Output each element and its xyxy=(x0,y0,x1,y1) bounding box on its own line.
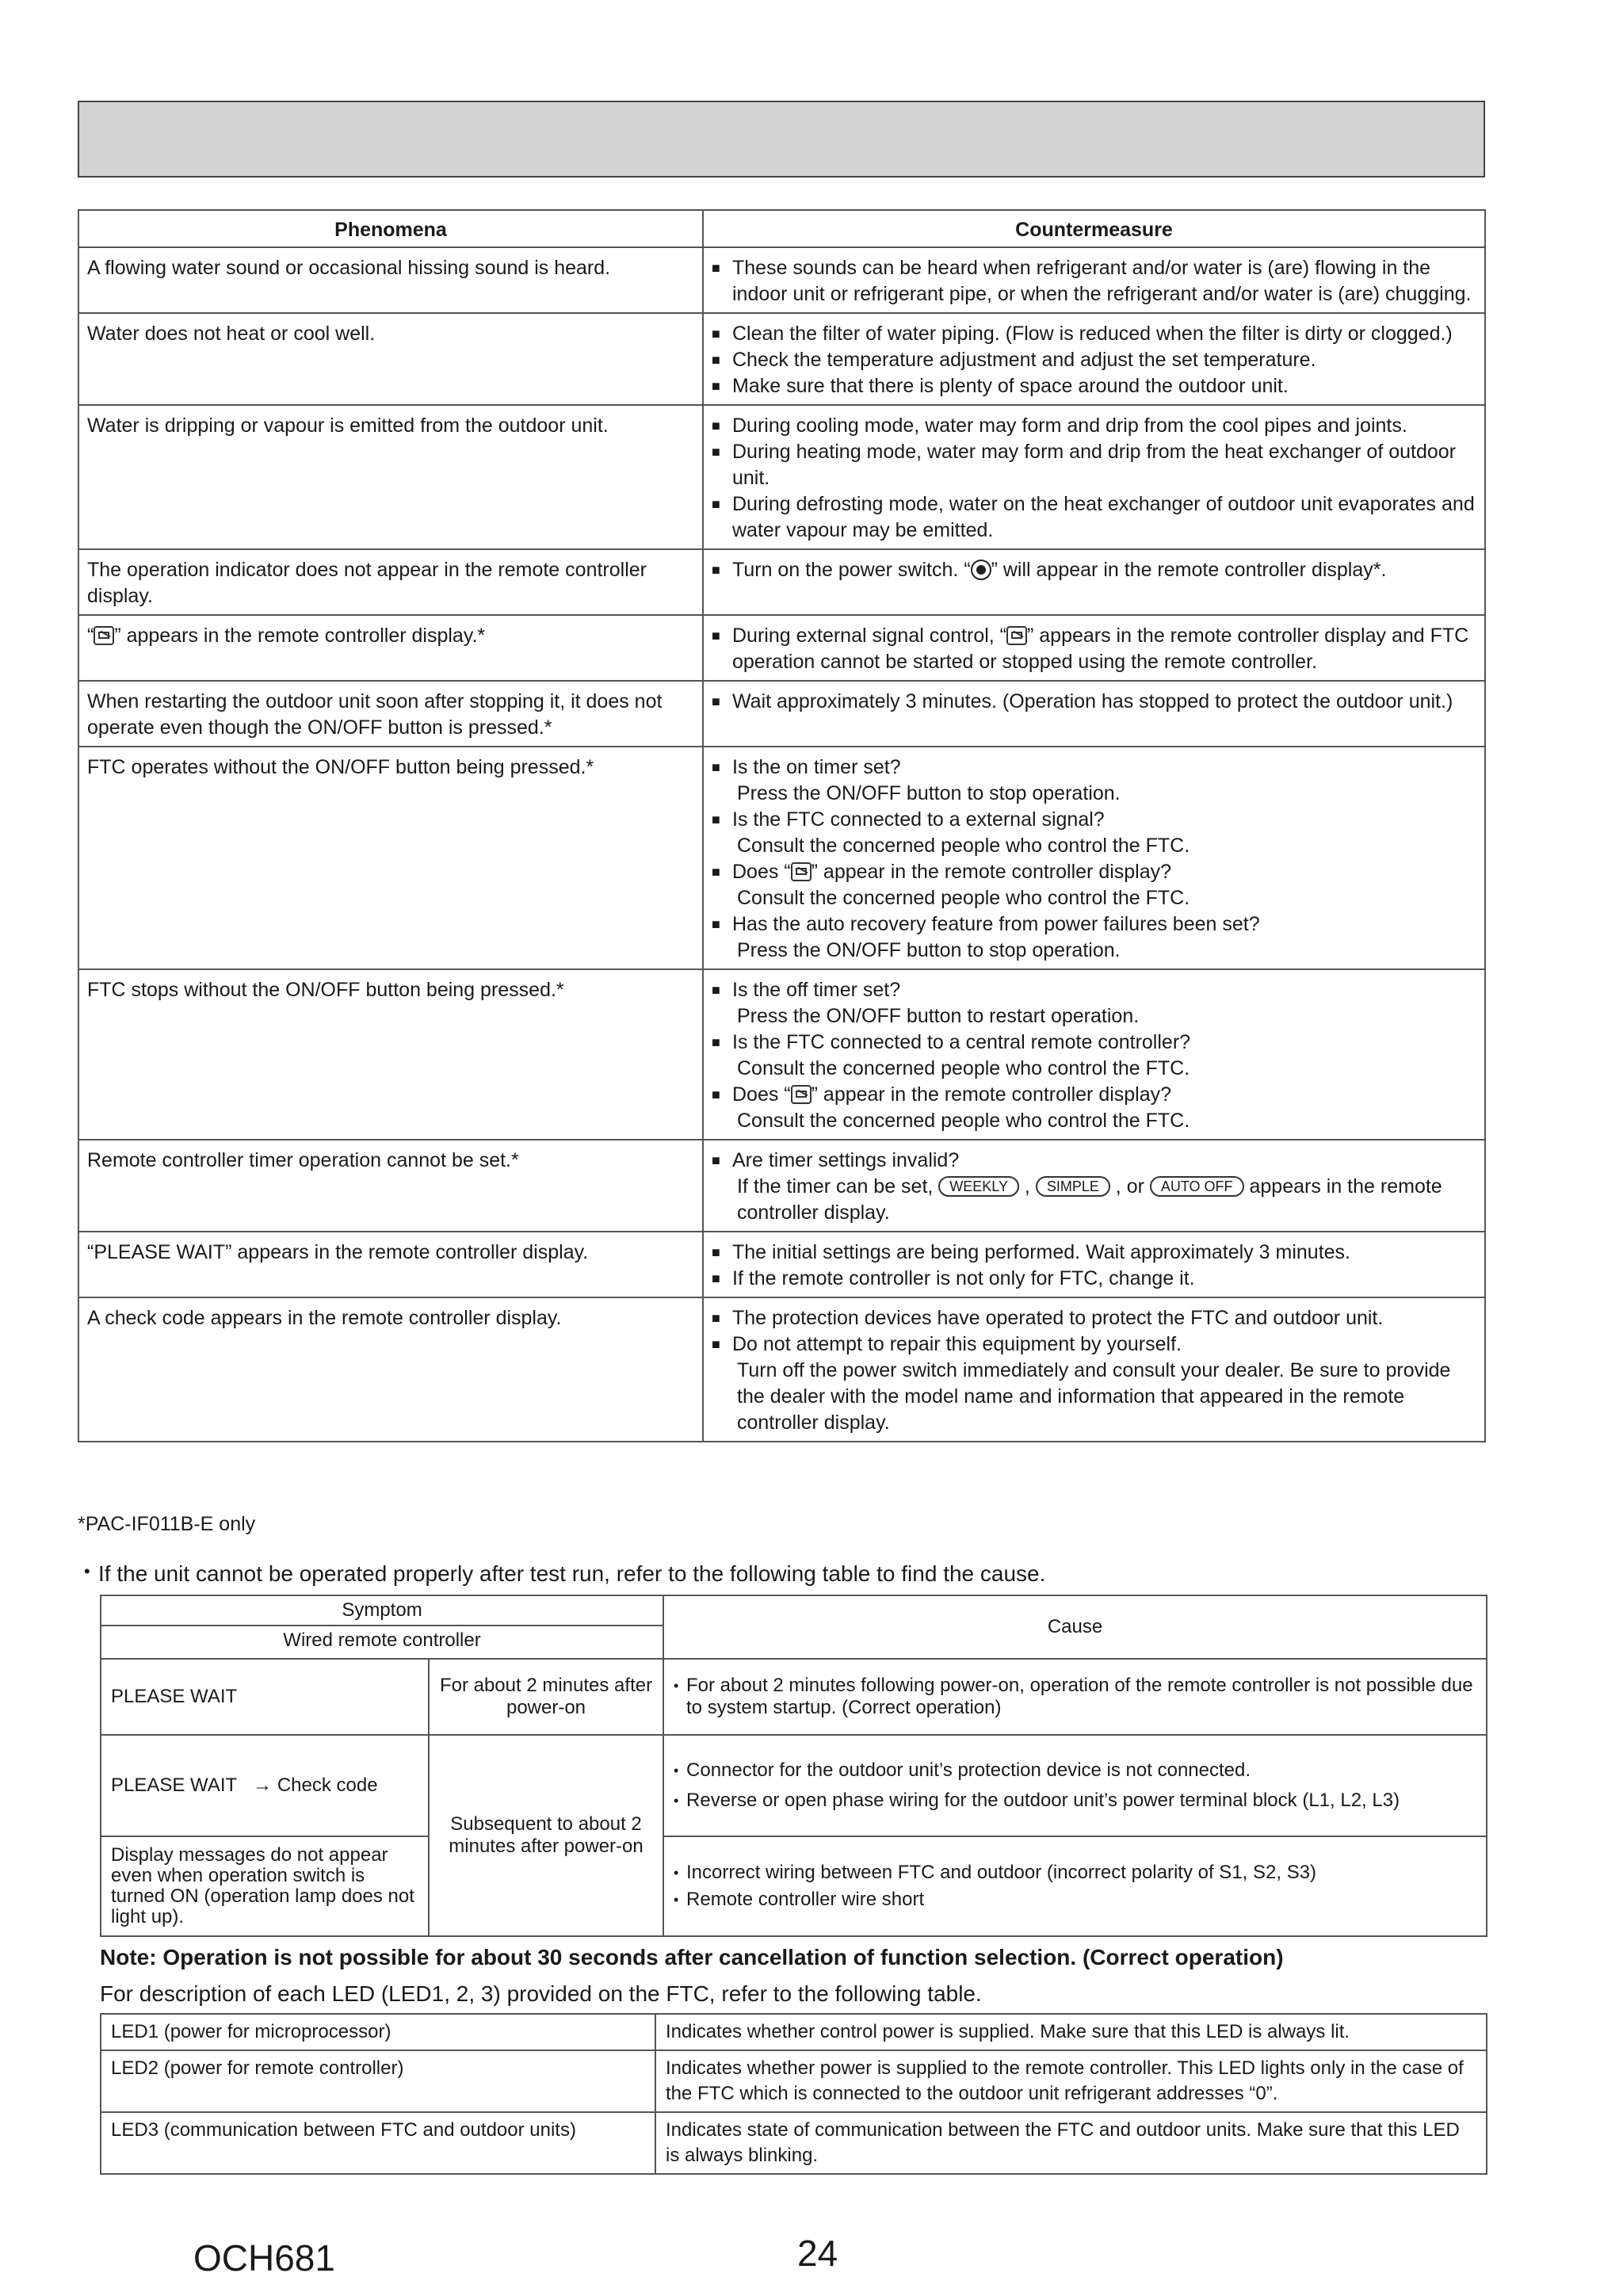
table-row xyxy=(78,681,1485,747)
countermeasure-cell xyxy=(703,681,1485,747)
timing-cell: Subsequent to about 2 minutes after power-on xyxy=(429,1735,663,1936)
countermeasure-item: ■ During heating mode, water may form and drip from the heat exchanger of outdoor unit. xyxy=(712,439,1476,491)
countermeasure-item: ■ Make sure that there is plenty of space around the outdoor unit. xyxy=(712,373,1476,399)
header-phenomena: Phenomena xyxy=(78,210,703,247)
symptom-intro: • If the unit cannot be operated properly after test run, refer to the following table to find the cause. xyxy=(98,1561,1045,1587)
table-row xyxy=(78,747,1485,969)
power-indicator-icon xyxy=(971,560,991,580)
countermeasure-cell xyxy=(703,549,1485,615)
text-segment: Does “ xyxy=(732,1083,791,1106)
led-intro: For description of each LED (LED1, 2, 3) provided on the FTC, refer to the following table. xyxy=(100,1981,982,2006)
text-segment: Check code xyxy=(277,1775,378,1796)
display-cell xyxy=(101,1735,429,1836)
countermeasure-cell xyxy=(703,1297,1485,1442)
text-segment: Does “ xyxy=(732,861,791,883)
countermeasure-item: ■ The protection devices have operated to protect the FTC and outdoor unit. xyxy=(712,1305,1476,1331)
countermeasure-detail: Consult the concerned people who control the FTC. xyxy=(737,1110,1190,1132)
text-segment: “ xyxy=(87,625,94,647)
phenomenon-cell: FTC stops without the ON/OFF button being pressed.* xyxy=(78,969,703,1140)
led-desc-cell: Indicates whether control power is supplied. Make sure that this LED is always lit. xyxy=(655,2014,1487,2050)
led-table xyxy=(100,2013,1487,2175)
table-row xyxy=(78,313,1485,405)
weekly-button-icon: WEEKLY xyxy=(938,1176,1019,1197)
countermeasure-cell xyxy=(703,969,1485,1140)
header-symptom: Symptom xyxy=(101,1595,663,1626)
text-segment: Turn on the power switch. “ xyxy=(732,559,971,581)
header-countermeasure: Countermeasure xyxy=(703,210,1485,247)
footnote: *PAC-IF011B-E only xyxy=(78,1513,256,1535)
cause-item: • Reverse or open phase wiring for the outdoor unit’s power terminal block (L1, L2, L3) xyxy=(674,1790,1476,1812)
phenomenon-cell xyxy=(78,615,703,681)
countermeasure-item: ■ Check the temperature adjustment and adjust the set temperature. xyxy=(712,347,1476,373)
text-segment: If the timer can be set, xyxy=(737,1175,939,1198)
text-segment: appears in the remote controller display. xyxy=(737,1175,1442,1224)
external-control-icon xyxy=(791,862,812,881)
phenomenon-cell: Remote controller timer operation cannot be set.* xyxy=(78,1140,703,1232)
table-row xyxy=(78,1297,1485,1442)
countermeasure-item xyxy=(712,1082,1476,1108)
countermeasure-detail xyxy=(712,1174,1476,1226)
table-row xyxy=(101,2014,1487,2050)
countermeasure-cell xyxy=(703,747,1485,969)
table-row xyxy=(78,1140,1485,1232)
table-row xyxy=(101,2112,1487,2174)
countermeasure-detail: Press the ON/OFF button to stop operation. xyxy=(737,782,1121,804)
countermeasure-item xyxy=(712,557,1476,583)
phenomenon-cell: When restarting the outdoor unit soon after stopping it, it does not operate even though the ON/OFF button is pressed.* xyxy=(78,681,703,747)
display-cell: Display messages do not appear even when operation switch is turned ON (operation lamp does not light up). xyxy=(101,1836,429,1936)
cause-item: • Connector for the outdoor unit’s protection device is not connected. xyxy=(674,1759,1476,1782)
cause-item: • Remote controller wire short xyxy=(674,1889,1476,1911)
countermeasure-item: ■ During defrosting mode, water on the heat exchanger of outdoor unit evaporates and water vapour may be emitted. xyxy=(712,491,1476,544)
countermeasure-cell xyxy=(703,1232,1485,1297)
table-row xyxy=(101,1836,1487,1936)
text-segment: PLEASE WAIT xyxy=(111,1775,238,1796)
countermeasure-item xyxy=(712,859,1476,885)
countermeasure-cell xyxy=(703,615,1485,681)
countermeasure-cell xyxy=(703,313,1485,405)
table-row xyxy=(78,247,1485,313)
table-row xyxy=(78,549,1485,615)
led-desc-cell: Indicates whether power is supplied to the remote controller. This LED lights only in the case of the FTC which is connected to the outdoor unit refrigerant addresses “0”. xyxy=(655,2050,1487,2112)
troubleshooting-table xyxy=(78,209,1486,1442)
countermeasure-item: ■ Wait approximately 3 minutes. (Operation has stopped to protect the outdoor unit.) xyxy=(712,689,1476,715)
countermeasure-item: ■ These sounds can be heard when refrigerant and/or water is (are) flowing in the indoor unit or refrigerant pipe, or when the refrigerant and/or water is (are) chugging. xyxy=(712,255,1476,308)
led-name-cell: LED3 (communication between FTC and outdoor units) xyxy=(101,2112,655,2174)
countermeasure-item: ■ Is the off timer set? xyxy=(712,977,1476,1003)
cause-cell xyxy=(663,1836,1487,1936)
countermeasure-item: ■ Is the FTC connected to a central remote controller? xyxy=(712,1030,1476,1056)
table-row xyxy=(78,405,1485,549)
countermeasure-item: ■ If the remote controller is not only for FTC, change it. xyxy=(712,1266,1476,1292)
countermeasure-item: ■ Are timer settings invalid? xyxy=(712,1148,1476,1174)
document-code: OCH681 xyxy=(193,2237,335,2279)
header-wired-remote: Wired remote controller xyxy=(101,1626,663,1659)
text-segment: ” appear in the remote controller display? xyxy=(811,861,1172,883)
header-cause: Cause xyxy=(663,1595,1487,1659)
countermeasure-cell xyxy=(703,247,1485,313)
countermeasure-item: ■ Clean the filter of water piping. (Flow is reduced when the filter is dirty or clogged.) xyxy=(712,321,1476,347)
operation-note: Note: Operation is not possible for about 30 seconds after cancellation of function selection. (Correct operation) xyxy=(100,1945,1284,1969)
countermeasure-item: ■ Is the on timer set? xyxy=(712,755,1476,781)
table-row xyxy=(101,1735,1487,1836)
page-number: 24 xyxy=(797,2233,838,2274)
countermeasure-item: ■ The initial settings are being performed. Wait approximately 3 minutes. xyxy=(712,1240,1476,1266)
text-segment: ” appears in the remote controller display.* xyxy=(114,625,486,647)
countermeasure-detail: Press the ON/OFF button to restart operation. xyxy=(737,1005,1140,1027)
text-segment: ” will appear in the remote controller display*. xyxy=(991,559,1387,581)
countermeasure-detail: Consult the concerned people who control the FTC. xyxy=(737,887,1190,909)
countermeasure-item: ■ Is the FTC connected to a external signal? xyxy=(712,807,1476,833)
countermeasure-cell xyxy=(703,1140,1485,1232)
countermeasure-item: ■ During cooling mode, water may form and drip from the cool pipes and joints. xyxy=(712,413,1476,439)
table-row xyxy=(78,1232,1485,1297)
phenomenon-cell: Water is dripping or vapour is emitted from the outdoor unit. xyxy=(78,405,703,549)
countermeasure-cell xyxy=(703,405,1485,549)
table-row xyxy=(101,2050,1487,2112)
cause-cell xyxy=(663,1735,1487,1836)
countermeasure-item: ■ Do not attempt to repair this equipment by yourself. xyxy=(712,1331,1476,1358)
table-row xyxy=(78,615,1485,681)
text-segment: , xyxy=(1018,1175,1036,1198)
display-cell: PLEASE WAIT xyxy=(101,1659,429,1735)
external-control-icon xyxy=(94,626,114,645)
led-name-cell: LED1 (power for microprocessor) xyxy=(101,2014,655,2050)
phenomenon-cell: A check code appears in the remote controller display. xyxy=(78,1297,703,1442)
section-header-bar xyxy=(78,101,1485,178)
cause-cell xyxy=(663,1659,1487,1735)
symptom-cause-table xyxy=(100,1595,1487,1937)
table-row xyxy=(101,1659,1487,1735)
table-row xyxy=(78,969,1485,1140)
text-segment: ” appears in the remote controller display and FTC operation cannot be started or stopped using the remote controller. xyxy=(732,625,1469,673)
led-name-cell: LED2 (power for remote controller) xyxy=(101,2050,655,2112)
countermeasure-detail: Press the ON/OFF button to stop operation. xyxy=(737,939,1121,961)
auto-off-button-icon: AUTO OFF xyxy=(1150,1176,1244,1197)
countermeasure-item: ■ Has the auto recovery feature from power failures been set? xyxy=(712,911,1476,938)
phenomenon-cell: FTC operates without the ON/OFF button being pressed.* xyxy=(78,747,703,969)
countermeasure-detail: Consult the concerned people who control the FTC. xyxy=(737,835,1190,857)
text-segment: During external signal control, “ xyxy=(732,625,1006,647)
external-control-icon xyxy=(791,1085,812,1104)
arrow-icon: → xyxy=(253,1775,273,1796)
phenomenon-cell: A flowing water sound or occasional hissing sound is heard. xyxy=(78,247,703,313)
cause-item: • Incorrect wiring between FTC and outdoor (incorrect polarity of S1, S2, S3) xyxy=(674,1862,1476,1884)
cause-item: • For about 2 minutes following power-on, operation of the remote controller is not possible due to system startup. (Correct operation) xyxy=(674,1675,1476,1719)
table-header-row xyxy=(78,210,1485,247)
timing-cell: For about 2 minutes after power-on xyxy=(429,1659,663,1735)
phenomenon-cell: Water does not heat or cool well. xyxy=(78,313,703,405)
text-segment: , or xyxy=(1109,1175,1150,1198)
phenomenon-cell: The operation indicator does not appear in the remote controller display. xyxy=(78,549,703,615)
text-segment: ” appear in the remote controller display? xyxy=(811,1083,1172,1106)
external-control-icon xyxy=(1006,626,1027,645)
phenomenon-cell: “PLEASE WAIT” appears in the remote controller display. xyxy=(78,1232,703,1297)
countermeasure-item xyxy=(712,623,1476,675)
led-desc-cell: Indicates state of communication between the FTC and outdoor units. Make sure that this LED is always blinking. xyxy=(655,2112,1487,2174)
countermeasure-detail: Consult the concerned people who control the FTC. xyxy=(737,1057,1190,1079)
simple-button-icon: SIMPLE xyxy=(1036,1176,1110,1197)
countermeasure-detail: Turn off the power switch immediately and consult your dealer. Be sure to provide the dealer with the model name and information that appeared in the remote controller display. xyxy=(737,1359,1451,1434)
table-header-row xyxy=(101,1595,1487,1626)
